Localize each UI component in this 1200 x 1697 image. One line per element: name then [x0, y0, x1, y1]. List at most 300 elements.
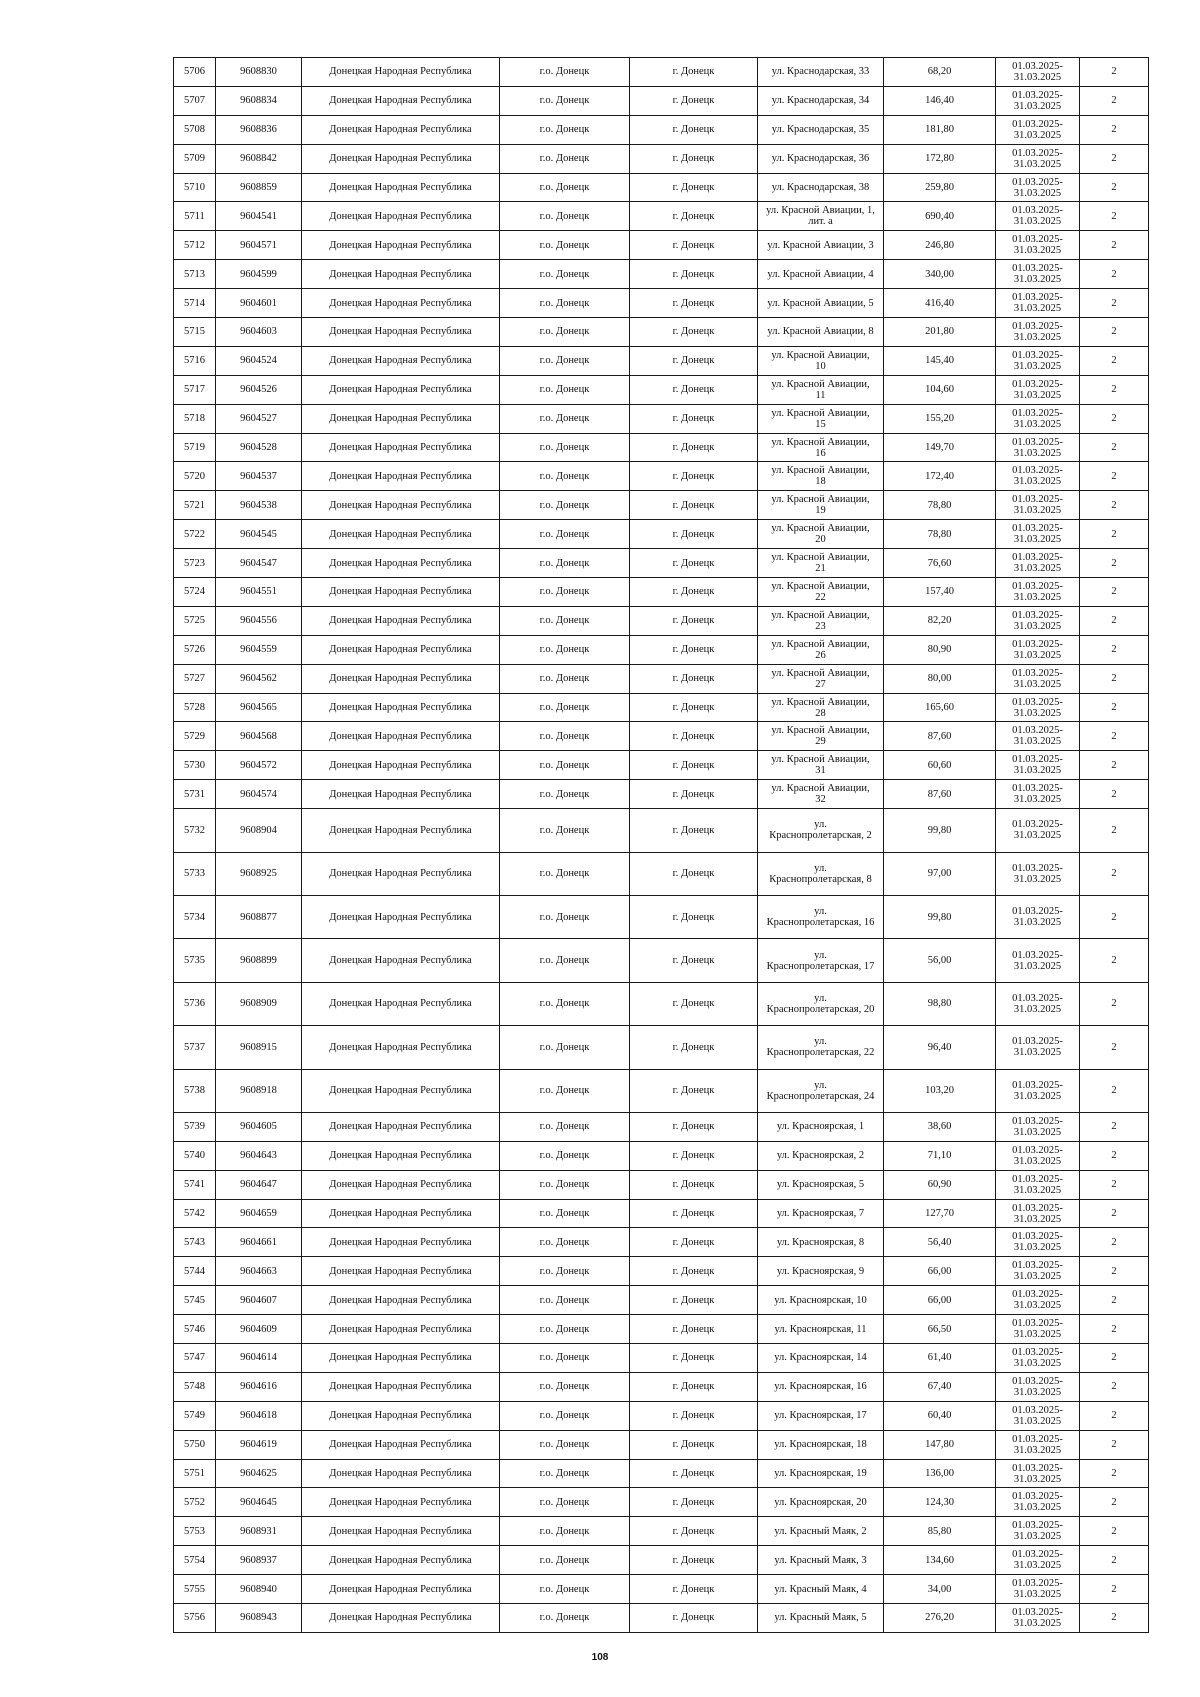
cell-num: 5743 [174, 1228, 216, 1257]
cell-code: 9604527 [216, 404, 302, 433]
cell-city: г. Донецк [630, 404, 758, 433]
cell-address: ул. Красный Маяк, 3 [758, 1546, 884, 1575]
cell-period: 01.03.2025- 31.03.2025 [996, 982, 1080, 1025]
cell-num: 5722 [174, 520, 216, 549]
cell-district: г.о. Донецк [500, 1315, 630, 1344]
cell-code: 9604541 [216, 202, 302, 231]
cell-address: ул. Краснопролетарская, 16 [758, 895, 884, 938]
cell-region: Донецкая Народная Республика [302, 1517, 500, 1546]
cell-city: г. Донецк [630, 606, 758, 635]
cell-area: 82,20 [884, 606, 996, 635]
cell-address: ул. Красноярская, 20 [758, 1488, 884, 1517]
cell-region: Донецкая Народная Республика [302, 1575, 500, 1604]
cell-region: Донецкая Народная Республика [302, 549, 500, 578]
cell-area: 96,40 [884, 1026, 996, 1069]
cell-district: г.о. Донецк [500, 491, 630, 520]
cell-city: г. Донецк [630, 520, 758, 549]
cell-address: ул. Красной Авиации, 4 [758, 260, 884, 289]
cell-num: 5748 [174, 1372, 216, 1401]
cell-category: 2 [1080, 1112, 1149, 1141]
table-row [174, 982, 1149, 1025]
cell-period: 01.03.2025- 31.03.2025 [996, 202, 1080, 231]
cell-address: ул. Красной Авиации, 27 [758, 664, 884, 693]
cell-category: 2 [1080, 1546, 1149, 1575]
cell-category: 2 [1080, 520, 1149, 549]
cell-address: ул. Красной Авиации, 26 [758, 635, 884, 664]
cell-code: 9608842 [216, 144, 302, 173]
cell-code: 9604565 [216, 693, 302, 722]
cell-category: 2 [1080, 664, 1149, 693]
cell-area: 690,40 [884, 202, 996, 231]
cell-region: Донецкая Народная Республика [302, 1344, 500, 1373]
cell-category: 2 [1080, 433, 1149, 462]
cell-region: Донецкая Народная Республика [302, 1026, 500, 1069]
cell-area: 104,60 [884, 375, 996, 404]
cell-num: 5734 [174, 895, 216, 938]
cell-period: 01.03.2025- 31.03.2025 [996, 1315, 1080, 1344]
cell-district: г.о. Донецк [500, 606, 630, 635]
cell-code: 9608940 [216, 1575, 302, 1604]
cell-city: г. Донецк [630, 1604, 758, 1633]
cell-city: г. Донецк [630, 1459, 758, 1488]
cell-area: 136,00 [884, 1459, 996, 1488]
cell-code: 9604538 [216, 491, 302, 520]
cell-address: ул. Краснопролетарская, 20 [758, 982, 884, 1025]
table-row [174, 346, 1149, 375]
cell-address: ул. Красной Авиации, 32 [758, 780, 884, 809]
cell-period: 01.03.2025- 31.03.2025 [996, 606, 1080, 635]
cell-address: ул. Красноярская, 7 [758, 1199, 884, 1228]
cell-period: 01.03.2025- 31.03.2025 [996, 1069, 1080, 1112]
cell-district: г.о. Донецк [500, 852, 630, 895]
table-row [174, 433, 1149, 462]
cell-category: 2 [1080, 1170, 1149, 1199]
cell-category: 2 [1080, 318, 1149, 347]
cell-address: ул. Красноярская, 1 [758, 1112, 884, 1141]
cell-address: ул. Краснодарская, 33 [758, 58, 884, 87]
cell-region: Донецкая Народная Республика [302, 635, 500, 664]
cell-city: г. Донецк [630, 852, 758, 895]
cell-code: 9604601 [216, 289, 302, 318]
cell-region: Донецкая Народная Республика [302, 722, 500, 751]
cell-city: г. Донецк [630, 1026, 758, 1069]
cell-address: ул. Краснодарская, 36 [758, 144, 884, 173]
cell-category: 2 [1080, 982, 1149, 1025]
cell-district: г.о. Донецк [500, 1488, 630, 1517]
cell-num: 5735 [174, 939, 216, 982]
cell-district: г.о. Донецк [500, 520, 630, 549]
cell-category: 2 [1080, 1141, 1149, 1170]
cell-num: 5706 [174, 58, 216, 87]
cell-period: 01.03.2025- 31.03.2025 [996, 895, 1080, 938]
cell-address: ул. Краснопролетарская, 24 [758, 1069, 884, 1112]
cell-area: 172,80 [884, 144, 996, 173]
cell-address: ул. Красноярская, 10 [758, 1286, 884, 1315]
cell-address: ул. Красноярская, 9 [758, 1257, 884, 1286]
cell-region: Донецкая Народная Республика [302, 1546, 500, 1575]
table-row [174, 231, 1149, 260]
cell-period: 01.03.2025- 31.03.2025 [996, 231, 1080, 260]
cell-city: г. Донецк [630, 578, 758, 607]
cell-num: 5754 [174, 1546, 216, 1575]
cell-city: г. Донецк [630, 115, 758, 144]
table-row [174, 664, 1149, 693]
table-row [174, 939, 1149, 982]
table-row [174, 852, 1149, 895]
table-row [174, 1112, 1149, 1141]
cell-period: 01.03.2025- 31.03.2025 [996, 346, 1080, 375]
cell-code: 9608909 [216, 982, 302, 1025]
cell-district: г.о. Донецк [500, 144, 630, 173]
cell-num: 5707 [174, 86, 216, 115]
cell-city: г. Донецк [630, 1199, 758, 1228]
cell-city: г. Донецк [630, 1546, 758, 1575]
cell-num: 5742 [174, 1199, 216, 1228]
cell-category: 2 [1080, 346, 1149, 375]
cell-district: г.о. Донецк [500, 751, 630, 780]
cell-address: ул. Красной Авиации, 16 [758, 433, 884, 462]
cell-period: 01.03.2025- 31.03.2025 [996, 173, 1080, 202]
cell-address: ул. Красной Авиации, 22 [758, 578, 884, 607]
cell-num: 5712 [174, 231, 216, 260]
cell-period: 01.03.2025- 31.03.2025 [996, 664, 1080, 693]
cell-area: 60,40 [884, 1401, 996, 1430]
cell-city: г. Донецк [630, 895, 758, 938]
cell-region: Донецкая Народная Республика [302, 780, 500, 809]
cell-region: Донецкая Народная Республика [302, 202, 500, 231]
table-row [174, 1141, 1149, 1170]
cell-period: 01.03.2025- 31.03.2025 [996, 1344, 1080, 1373]
cell-category: 2 [1080, 144, 1149, 173]
cell-city: г. Донецк [630, 722, 758, 751]
cell-category: 2 [1080, 1517, 1149, 1546]
cell-num: 5746 [174, 1315, 216, 1344]
cell-period: 01.03.2025- 31.03.2025 [996, 578, 1080, 607]
cell-area: 87,60 [884, 780, 996, 809]
cell-region: Донецкая Народная Республика [302, 404, 500, 433]
cell-district: г.о. Донецк [500, 115, 630, 144]
cell-num: 5744 [174, 1257, 216, 1286]
cell-region: Донецкая Народная Республика [302, 751, 500, 780]
cell-category: 2 [1080, 1286, 1149, 1315]
cell-num: 5720 [174, 462, 216, 491]
cell-city: г. Донецк [630, 780, 758, 809]
cell-area: 60,60 [884, 751, 996, 780]
cell-period: 01.03.2025- 31.03.2025 [996, 1257, 1080, 1286]
table-row [174, 809, 1149, 852]
cell-region: Донецкая Народная Республика [302, 1430, 500, 1459]
cell-region: Донецкая Народная Республика [302, 1372, 500, 1401]
cell-category: 2 [1080, 1199, 1149, 1228]
cell-num: 5756 [174, 1604, 216, 1633]
registry-table [173, 57, 1149, 1633]
table-row [174, 144, 1149, 173]
cell-address: ул. Краснопролетарская, 2 [758, 809, 884, 852]
cell-region: Донецкая Народная Республика [302, 520, 500, 549]
cell-num: 5719 [174, 433, 216, 462]
cell-code: 9608836 [216, 115, 302, 144]
cell-category: 2 [1080, 751, 1149, 780]
cell-num: 5740 [174, 1141, 216, 1170]
table-row [174, 289, 1149, 318]
cell-city: г. Донецк [630, 231, 758, 260]
cell-code: 9604603 [216, 318, 302, 347]
cell-period: 01.03.2025- 31.03.2025 [996, 1199, 1080, 1228]
cell-district: г.о. Донецк [500, 1344, 630, 1373]
cell-district: г.о. Донецк [500, 1517, 630, 1546]
cell-district: г.о. Донецк [500, 1575, 630, 1604]
cell-city: г. Донецк [630, 289, 758, 318]
cell-district: г.о. Донецк [500, 1141, 630, 1170]
cell-category: 2 [1080, 852, 1149, 895]
table-row [174, 318, 1149, 347]
cell-region: Донецкая Народная Республика [302, 491, 500, 520]
table-row [174, 1344, 1149, 1373]
cell-period: 01.03.2025- 31.03.2025 [996, 1141, 1080, 1170]
cell-code: 9604574 [216, 780, 302, 809]
table-row [174, 260, 1149, 289]
cell-district: г.о. Донецк [500, 1604, 630, 1633]
table-row [174, 115, 1149, 144]
cell-area: 416,40 [884, 289, 996, 318]
cell-period: 01.03.2025- 31.03.2025 [996, 86, 1080, 115]
cell-code: 9604659 [216, 1199, 302, 1228]
table-row [174, 693, 1149, 722]
cell-city: г. Донецк [630, 549, 758, 578]
table-row [174, 1026, 1149, 1069]
cell-area: 201,80 [884, 318, 996, 347]
cell-num: 5737 [174, 1026, 216, 1069]
cell-code: 9604556 [216, 606, 302, 635]
cell-address: ул. Красноярская, 8 [758, 1228, 884, 1257]
cell-category: 2 [1080, 86, 1149, 115]
cell-region: Донецкая Народная Республика [302, 144, 500, 173]
cell-period: 01.03.2025- 31.03.2025 [996, 1459, 1080, 1488]
cell-code: 9604568 [216, 722, 302, 751]
cell-region: Донецкая Народная Республика [302, 1401, 500, 1430]
cell-code: 9604663 [216, 1257, 302, 1286]
cell-num: 5715 [174, 318, 216, 347]
cell-category: 2 [1080, 375, 1149, 404]
cell-period: 01.03.2025- 31.03.2025 [996, 1170, 1080, 1199]
cell-period: 01.03.2025- 31.03.2025 [996, 375, 1080, 404]
cell-period: 01.03.2025- 31.03.2025 [996, 1112, 1080, 1141]
cell-category: 2 [1080, 1604, 1149, 1633]
cell-period: 01.03.2025- 31.03.2025 [996, 1604, 1080, 1633]
cell-category: 2 [1080, 1257, 1149, 1286]
cell-num: 5750 [174, 1430, 216, 1459]
cell-period: 01.03.2025- 31.03.2025 [996, 1575, 1080, 1604]
cell-address: ул. Краснопролетарская, 8 [758, 852, 884, 895]
cell-code: 9604661 [216, 1228, 302, 1257]
cell-district: г.о. Донецк [500, 939, 630, 982]
table-row [174, 491, 1149, 520]
cell-district: г.о. Донецк [500, 780, 630, 809]
cell-code: 9608925 [216, 852, 302, 895]
cell-district: г.о. Донецк [500, 549, 630, 578]
cell-period: 01.03.2025- 31.03.2025 [996, 433, 1080, 462]
cell-num: 5738 [174, 1069, 216, 1112]
cell-category: 2 [1080, 1430, 1149, 1459]
table-row [174, 173, 1149, 202]
cell-period: 01.03.2025- 31.03.2025 [996, 693, 1080, 722]
cell-category: 2 [1080, 635, 1149, 664]
cell-num: 5710 [174, 173, 216, 202]
cell-address: ул. Красноярская, 16 [758, 1372, 884, 1401]
cell-region: Донецкая Народная Республика [302, 1228, 500, 1257]
cell-period: 01.03.2025- 31.03.2025 [996, 260, 1080, 289]
table-row [174, 751, 1149, 780]
cell-region: Донецкая Народная Республика [302, 1488, 500, 1517]
cell-num: 5709 [174, 144, 216, 173]
cell-region: Донецкая Народная Республика [302, 173, 500, 202]
cell-address: ул. Красной Авиации, 11 [758, 375, 884, 404]
table-row [174, 1459, 1149, 1488]
cell-city: г. Донецк [630, 86, 758, 115]
cell-district: г.о. Донецк [500, 231, 630, 260]
cell-category: 2 [1080, 1344, 1149, 1373]
cell-category: 2 [1080, 809, 1149, 852]
cell-city: г. Донецк [630, 1401, 758, 1430]
cell-address: ул. Краснопролетарская, 22 [758, 1026, 884, 1069]
table-row [174, 578, 1149, 607]
cell-area: 165,60 [884, 693, 996, 722]
cell-code: 9604547 [216, 549, 302, 578]
table-row [174, 1401, 1149, 1430]
cell-address: ул. Краснодарская, 34 [758, 86, 884, 115]
cell-code: 9608899 [216, 939, 302, 982]
cell-category: 2 [1080, 289, 1149, 318]
cell-area: 157,40 [884, 578, 996, 607]
cell-district: г.о. Донецк [500, 1546, 630, 1575]
cell-area: 145,40 [884, 346, 996, 375]
cell-period: 01.03.2025- 31.03.2025 [996, 1372, 1080, 1401]
cell-code: 9604572 [216, 751, 302, 780]
cell-num: 5749 [174, 1401, 216, 1430]
cell-code: 9604618 [216, 1401, 302, 1430]
cell-region: Донецкая Народная Республика [302, 1286, 500, 1315]
cell-city: г. Донецк [630, 693, 758, 722]
cell-num: 5714 [174, 289, 216, 318]
cell-region: Донецкая Народная Республика [302, 1141, 500, 1170]
cell-address: ул. Красной Авиации, 19 [758, 491, 884, 520]
cell-region: Донецкая Народная Республика [302, 318, 500, 347]
cell-district: г.о. Донецк [500, 1228, 630, 1257]
cell-num: 5725 [174, 606, 216, 635]
cell-region: Донецкая Народная Республика [302, 1257, 500, 1286]
cell-num: 5713 [174, 260, 216, 289]
cell-area: 276,20 [884, 1604, 996, 1633]
cell-region: Донецкая Народная Республика [302, 260, 500, 289]
cell-area: 149,70 [884, 433, 996, 462]
page-number: 108 [591, 1652, 609, 1663]
cell-district: г.о. Донецк [500, 1459, 630, 1488]
cell-area: 146,40 [884, 86, 996, 115]
cell-period: 01.03.2025- 31.03.2025 [996, 1286, 1080, 1315]
cell-region: Донецкая Народная Республика [302, 693, 500, 722]
cell-area: 38,60 [884, 1112, 996, 1141]
cell-num: 5752 [174, 1488, 216, 1517]
cell-district: г.о. Донецк [500, 1372, 630, 1401]
cell-city: г. Донецк [630, 1344, 758, 1373]
cell-code: 9604619 [216, 1430, 302, 1459]
registry-table-body [174, 58, 1149, 1633]
cell-code: 9604571 [216, 231, 302, 260]
cell-code: 9604559 [216, 635, 302, 664]
table-row [174, 202, 1149, 231]
cell-district: г.о. Донецк [500, 86, 630, 115]
cell-district: г.о. Донецк [500, 346, 630, 375]
cell-area: 181,80 [884, 115, 996, 144]
cell-area: 99,80 [884, 809, 996, 852]
cell-address: ул. Красный Маяк, 5 [758, 1604, 884, 1633]
cell-district: г.о. Донецк [500, 462, 630, 491]
cell-address: ул. Красной Авиации, 20 [758, 520, 884, 549]
cell-code: 9604616 [216, 1372, 302, 1401]
cell-city: г. Донецк [630, 1315, 758, 1344]
cell-category: 2 [1080, 1401, 1149, 1430]
table-row [174, 1517, 1149, 1546]
cell-area: 61,40 [884, 1344, 996, 1373]
cell-area: 78,80 [884, 520, 996, 549]
cell-code: 9604647 [216, 1170, 302, 1199]
cell-code: 9604528 [216, 433, 302, 462]
cell-period: 01.03.2025- 31.03.2025 [996, 852, 1080, 895]
cell-category: 2 [1080, 1488, 1149, 1517]
cell-address: ул. Краснодарская, 38 [758, 173, 884, 202]
cell-region: Донецкая Народная Республика [302, 578, 500, 607]
cell-num: 5721 [174, 491, 216, 520]
cell-category: 2 [1080, 722, 1149, 751]
cell-address: ул. Красной Авиации, 21 [758, 549, 884, 578]
cell-area: 78,80 [884, 491, 996, 520]
cell-city: г. Донецк [630, 1517, 758, 1546]
table-row [174, 1228, 1149, 1257]
cell-city: г. Донецк [630, 462, 758, 491]
table-row [174, 1372, 1149, 1401]
cell-address: ул. Красной Авиации, 8 [758, 318, 884, 347]
cell-area: 60,90 [884, 1170, 996, 1199]
cell-address: ул. Красноярская, 11 [758, 1315, 884, 1344]
cell-num: 5718 [174, 404, 216, 433]
table-row [174, 1257, 1149, 1286]
cell-code: 9604537 [216, 462, 302, 491]
table-row [174, 1546, 1149, 1575]
cell-region: Донецкая Народная Республика [302, 1170, 500, 1199]
cell-address: ул. Красной Авиации, 18 [758, 462, 884, 491]
cell-area: 68,20 [884, 58, 996, 87]
cell-category: 2 [1080, 549, 1149, 578]
cell-city: г. Донецк [630, 635, 758, 664]
cell-code: 9608859 [216, 173, 302, 202]
cell-area: 87,60 [884, 722, 996, 751]
cell-num: 5751 [174, 1459, 216, 1488]
cell-city: г. Донецк [630, 1228, 758, 1257]
cell-num: 5731 [174, 780, 216, 809]
cell-district: г.о. Донецк [500, 318, 630, 347]
cell-district: г.о. Донецк [500, 433, 630, 462]
cell-region: Донецкая Народная Республика [302, 1199, 500, 1228]
cell-region: Донецкая Народная Республика [302, 895, 500, 938]
cell-city: г. Донецк [630, 664, 758, 693]
cell-code: 9608834 [216, 86, 302, 115]
cell-district: г.о. Донецк [500, 404, 630, 433]
cell-address: ул. Красной Авиации, 31 [758, 751, 884, 780]
cell-address: ул. Красной Авиации, 29 [758, 722, 884, 751]
cell-district: г.о. Донецк [500, 578, 630, 607]
cell-district: г.о. Донецк [500, 635, 630, 664]
cell-district: г.о. Донецк [500, 1112, 630, 1141]
